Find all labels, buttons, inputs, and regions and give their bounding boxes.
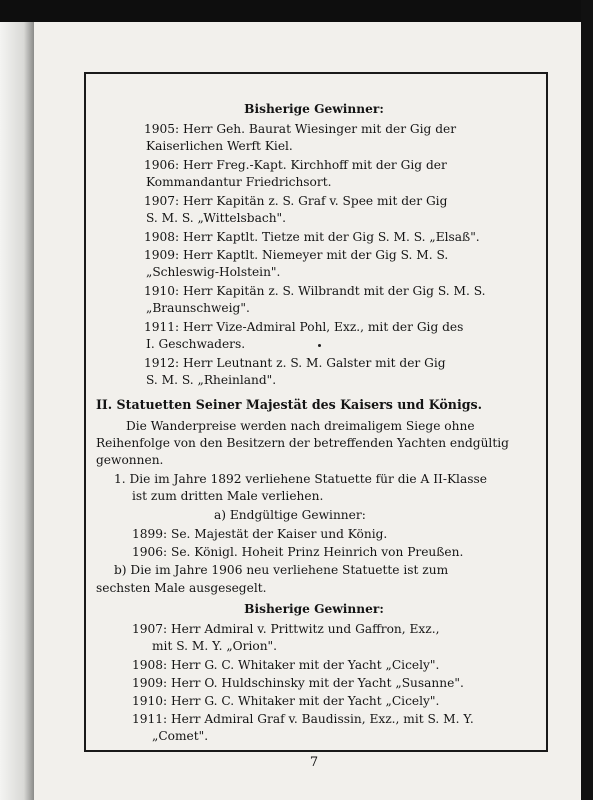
text-line: 1910: Herr Kapitän z. S. Wilbrandt mit der Gig S. M. S. (144, 284, 486, 298)
text-line: 1911: Herr Admiral Graf v. Baudissin, Exz., mit S. M. Y. (132, 712, 474, 726)
text-line: 1907: Herr Admiral v. Prittwitz und Gaffron, Exz., (132, 622, 440, 636)
text-line: b) Die im Jahre 1906 neu verliehene Statuette ist zum (114, 563, 449, 577)
text-line: 1911: Herr Vize-Admiral Pohl, Exz., mit der Gig des (144, 320, 464, 334)
text-line: ist zum dritten Male verliehen. (132, 489, 324, 503)
heading-bisherige-gewinner: Bisherige Gewinner: (244, 602, 384, 616)
subheading: a) Endgültige Gewinner: (214, 508, 366, 522)
text-line: 1899: Se. Majestät der Kaiser und König. (132, 527, 388, 541)
text-line: gewonnen. (96, 453, 164, 467)
text-line: „Braunschweig". (146, 301, 250, 315)
text-line: 1908: Herr G. C. Whitaker mit der Yacht „Cicely". (132, 658, 440, 672)
scan-edge (581, 0, 593, 800)
text-line: „Comet". (152, 729, 209, 743)
text-line: 1906: Se. Königl. Hoheit Prinz Heinrich von Preußen. (132, 545, 464, 559)
text-line: 1. Die im Jahre 1892 verliehene Statuette für die A II-Klasse (114, 472, 487, 486)
text-line: 1907: Herr Kapitän z. S. Graf v. Spee mit der Gig (144, 194, 448, 208)
text-line: 1905: Herr Geh. Baurat Wiesinger mit der Gig der (144, 122, 457, 136)
text-line: S. M. S. „Wittelsbach". (146, 211, 287, 225)
text-line: Die Wanderpreise werden nach dreimaligem Siege ohne (126, 419, 475, 433)
text-line: I. Geschwaders. (146, 337, 246, 351)
text-line: „Schleswig-Holstein". (146, 265, 281, 279)
text-line: S. M. S. „Rheinland". (146, 373, 277, 387)
text-line: 1906: Herr Freg.-Kapt. Kirchhoff mit der Gig der (144, 158, 447, 172)
book-page (34, 22, 593, 800)
text-line: sechsten Male ausgesegelt. (96, 581, 267, 595)
text-line: Kaiserlichen Werft Kiel. (146, 139, 293, 153)
text-line: mit S. M. Y. „Orion". (152, 639, 278, 653)
text-line: 1909: Herr O. Huldschinsky mit der Yacht „Susanne". (132, 676, 464, 690)
section-heading: II. Statuetten Seiner Majestät des Kaisers und Königs. (96, 397, 483, 412)
heading-bisherige-gewinner: Bisherige Gewinner: (244, 102, 384, 116)
page-text (34, 22, 593, 800)
text-line: Kommandantur Friedrichsort. (146, 175, 332, 189)
page-number: 7 (309, 755, 319, 770)
text-line: 1910: Herr G. C. Whitaker mit der Yacht „Cicely". (132, 694, 440, 708)
text-line: Reihenfolge von den Besitzern der betreffenden Yachten endgültig (96, 436, 509, 450)
text-line: 1912: Herr Leutnant z. S. M. Galster mit der Gig (144, 356, 446, 370)
text-line: 1909: Herr Kaptlt. Niemeyer mit der Gig S. M. S. (144, 248, 449, 262)
text-line: 1908: Herr Kaptlt. Tietze mit der Gig S. M. S. „Elsaß". (144, 230, 480, 244)
